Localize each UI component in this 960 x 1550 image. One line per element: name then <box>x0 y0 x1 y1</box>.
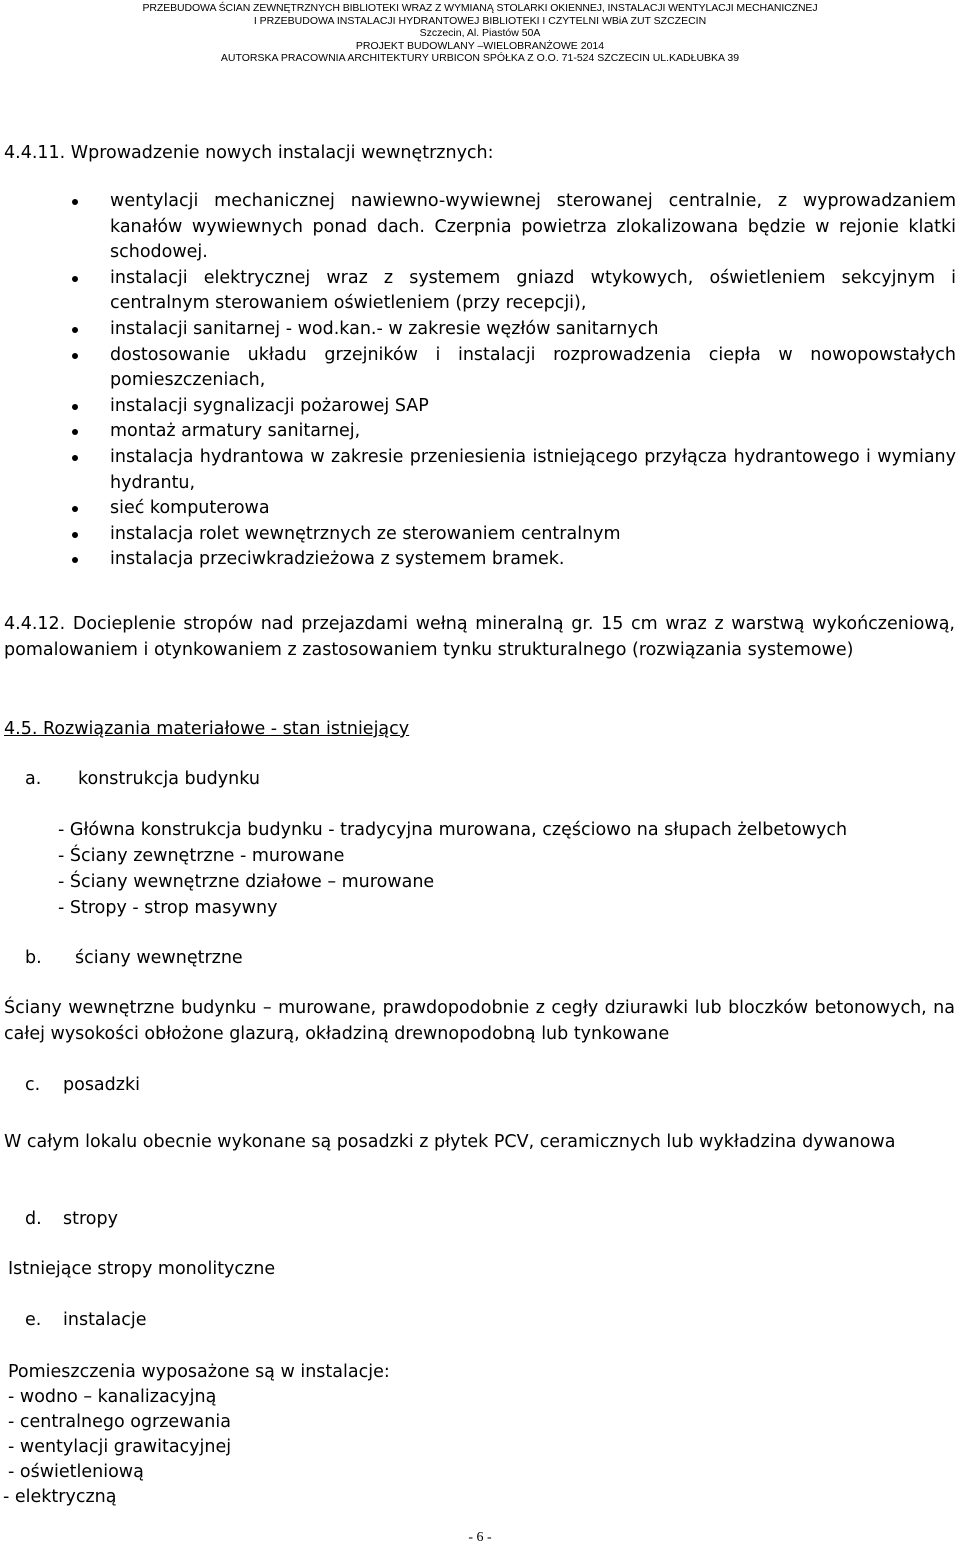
ceilings-text: Istniejące stropy monolityczne <box>8 1259 276 1279</box>
item-a-title: konstrukcja budynku <box>78 769 260 789</box>
bullet-icon <box>72 276 78 282</box>
installation-line-4: - oświetleniową <box>8 1462 144 1482</box>
installations-intro: Pomieszczenia wyposażone są w instalacje: <box>8 1362 390 1382</box>
installation-line-1: - wodno – kanalizacyjną <box>8 1387 217 1407</box>
item-e-label: e. <box>25 1310 42 1330</box>
bullet-icon <box>72 455 78 461</box>
list-item: instalacja rolet wewnętrznych ze sterowaniem centralnym <box>72 522 956 548</box>
header-line-5: AUTORSKA PRACOWNIA ARCHITEKTURY URBICON SPÓŁKA Z O.O. 71-524 SZCZECIN UL.KADŁUBKA 39 <box>220 52 740 64</box>
installation-line-3: - wentylacji grawitacyjnej <box>8 1437 232 1457</box>
installations-list <box>72 189 956 573</box>
item-b-label: b. <box>25 948 42 968</box>
construction-line-1: - Główna konstrukcja budynku - tradycyjna murowana, częściowo na słupach żelbetowych <box>58 820 848 840</box>
floors-paragraph: W całym lokalu obecnie wykonane są posadzki z płytek PCV, ceramicznych lub wykładzina dywanowa <box>4 1132 896 1152</box>
section-45-heading: 4.5. Rozwiązania materiałowe - stan istniejący <box>4 719 410 739</box>
installation-line-5: - elektryczną <box>3 1487 117 1507</box>
bullet-icon <box>72 532 78 538</box>
section-4412-paragraph: 4.4.12. Docieplenie stropów nad przejazdami wełną mineralną gr. 15 cm wraz z warstwą wykończeniową, pomalowaniem i otynkowaniem z zastosowaniem tynku strukturalnego (rozwiązania systemowe) <box>4 614 955 660</box>
header-line-3: Szczecin, Al. Piastów 50A <box>419 27 541 39</box>
header-line-2: I PRZEBUDOWA INSTALACJI HYDRANTOWEJ BIBLIOTEKI I CZYTELNI WBiA ZUT SZCZECIN <box>253 14 707 27</box>
item-c-title: posadzki <box>63 1075 140 1095</box>
walls-paragraph: Ściany wewnętrzne budynku – murowane, prawdopodobnie z cegły dziurawki lub bloczków betonowych, na całej wysokości obłożone glazurą, okładziną drewnopodobną lub tynkowane <box>4 998 955 1044</box>
list-item: instalacji sygnalizacji pożarowej SAP <box>72 394 956 420</box>
construction-line-4: - Stropy - strop masywny <box>58 898 278 918</box>
item-d-label: d. <box>25 1209 42 1229</box>
item-b-title: ściany wewnętrzne <box>75 948 243 968</box>
bullet-icon <box>72 199 78 205</box>
item-c-label: c. <box>25 1075 41 1095</box>
list-item: instalacji elektrycznej wraz z systemem gniazd wtykowych, oświetleniem sekcyjnym i centralnym sterowaniem oświetleniem (przy recepcji), <box>72 266 956 317</box>
construction-line-3: - Ściany wewnętrzne działowe – murowane <box>58 872 435 892</box>
item-e-title: instalacje <box>63 1310 147 1330</box>
section-4411-heading: 4.4.11. Wprowadzenie nowych instalacji wewnętrznych: <box>4 143 494 163</box>
bullet-icon <box>72 353 78 359</box>
list-item: instalacja przeciwkradzieżowa z systemem bramek. <box>72 547 956 573</box>
list-item: wentylacji mechanicznej nawiewno-wywiewnej sterowanej centralnie, z wyprowadzaniem kanałów wywiewnych ponad dach. Czerpnia powietrza zlokalizowana będzie w rejonie klatki schodowej. <box>72 189 956 266</box>
item-d-title: stropy <box>63 1209 118 1229</box>
document-header <box>0 2 960 65</box>
bullet-icon <box>72 327 78 333</box>
list-item: montaż armatury sanitarnej, <box>72 419 956 445</box>
list-item: instalacja hydrantowa w zakresie przeniesienia istniejącego przyłącza hydrantowego i wymiany hydrantu, <box>72 445 956 496</box>
construction-line-2: - Ściany zewnętrzne - murowane <box>58 846 345 866</box>
bullet-icon <box>72 557 78 563</box>
header-line-4: PROJEKT BUDOWLANY –WIELOBRANŻOWE 2014 <box>355 39 605 52</box>
page-number: - 6 - <box>468 1530 492 1545</box>
list-item: dostosowanie układu grzejników i instalacji rozprowadzenia ciepła w nowopowstałych pomieszczeniach, <box>72 343 956 394</box>
header-line-1: PRZEBUDOWA ŚCIAN ZEWNĘTRZNYCH BIBLIOTEKI WRAZ Z WYMIANĄ STOLARKI OKIENNEJ, INSTALACJI WENTYLACJI MECHANICZNEJ <box>142 2 818 14</box>
bullet-icon <box>72 429 78 435</box>
list-item: instalacji sanitarnej - wod.kan.- w zakresie węzłów sanitarnych <box>72 317 956 343</box>
bullet-icon <box>72 506 78 512</box>
installation-line-2: - centralnego ogrzewania <box>8 1412 231 1432</box>
bullet-icon <box>72 404 78 410</box>
list-item: sieć komputerowa <box>72 496 956 522</box>
item-a-label: a. <box>25 769 42 789</box>
